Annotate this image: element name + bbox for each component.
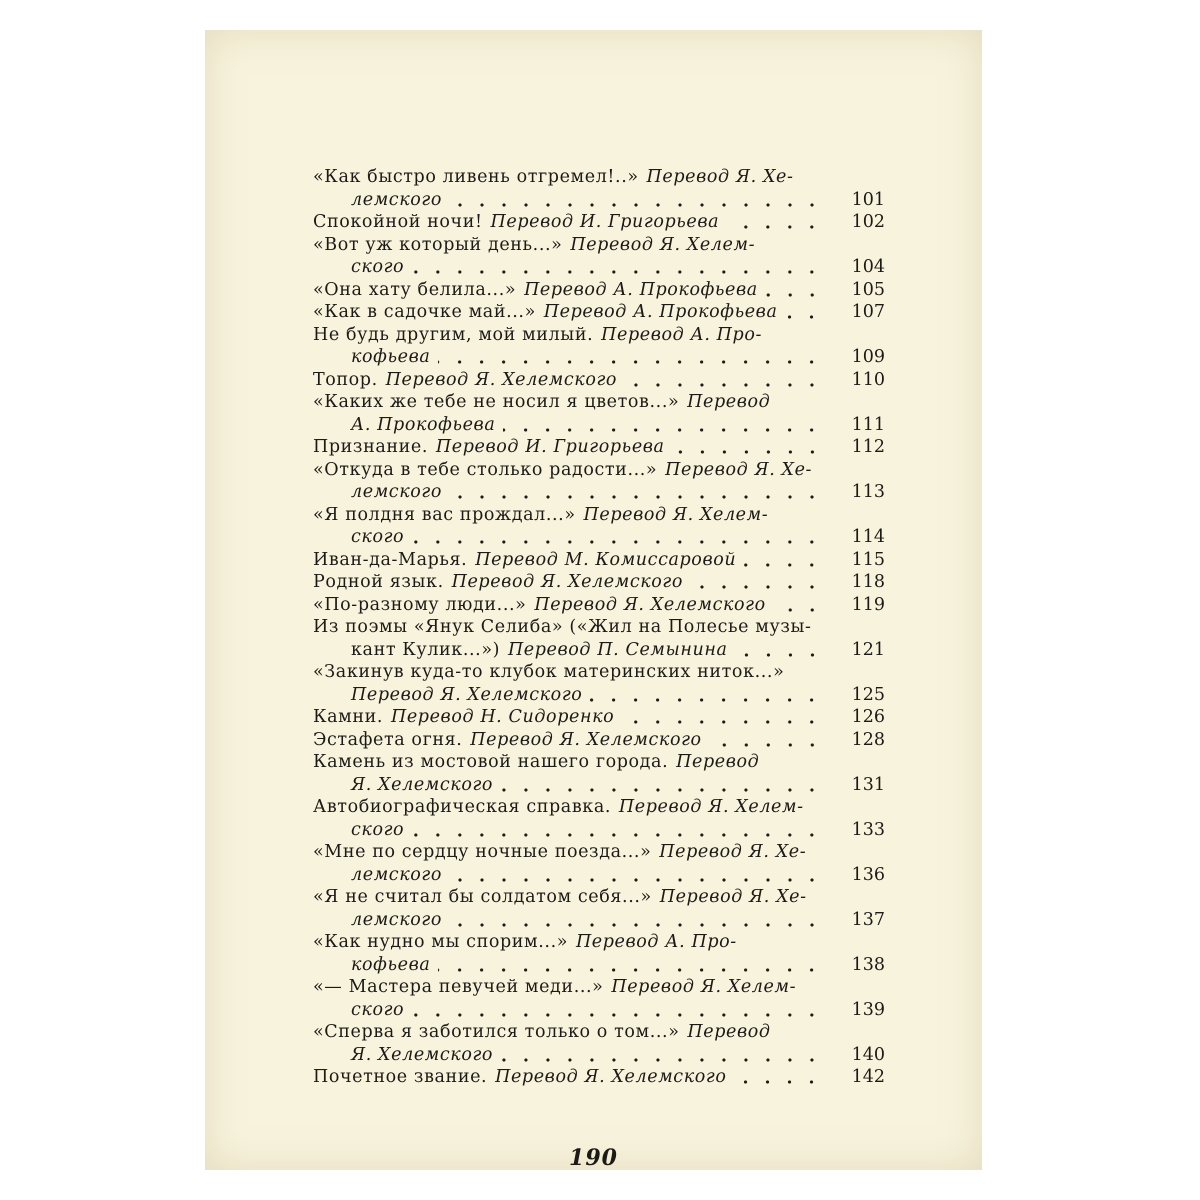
toc-entry (313, 549, 885, 572)
toc-entry-page: 136 (851, 864, 885, 885)
toc-entry-line (313, 279, 827, 302)
toc-entry-line (313, 414, 827, 437)
toc-entry-line (313, 459, 827, 482)
toc-entry-translator: Перевод А. Про- (575, 932, 737, 952)
toc-entry-translator: Перевод Я. Хелем- (611, 977, 797, 997)
dot-leader (438, 360, 823, 364)
toc-entry-title: Спокойной ночи! (313, 212, 483, 232)
toc-entry-title: Из поэмы «Янук Селиба» («Жил на Полесье музы- (313, 617, 812, 637)
toc-entry-translator: Перевод Я. Хе- (659, 842, 807, 862)
toc-entry-page: 101 (851, 189, 885, 210)
toc-entry (313, 796, 885, 841)
toc-entry-page: 139 (851, 999, 885, 1020)
toc-entry (313, 886, 885, 931)
toc-entry-title: Не будь другим, мой милый. (313, 324, 594, 345)
toc-entry-translator: Перевод А. Прокофьева (543, 302, 778, 322)
toc-entry-line (313, 594, 827, 617)
toc-entry-line (313, 189, 827, 212)
dot-leader (691, 585, 823, 589)
toc-entry-title: «Как нудно мы спорим...» (313, 932, 569, 952)
toc-entry-translator: Перевод (676, 752, 760, 772)
toc-entry (313, 234, 885, 279)
toc-entry-translator: Перевод Я. Хелем- (570, 234, 756, 255)
toc-entry-line (313, 841, 827, 864)
dot-leader (744, 563, 823, 567)
toc-entry-translator: Перевод А. Про- (601, 324, 762, 345)
toc-entry (313, 1021, 885, 1066)
toc-entry-page: 102 (851, 212, 885, 232)
toc-entry-translator: Перевод Я. Хелемского (351, 684, 583, 705)
toc-entry (313, 436, 885, 459)
toc-entry-line (313, 886, 827, 909)
toc-entry-translator: Перевод П. Семынина (507, 639, 728, 660)
toc-entry-translator: Перевод М. Комиссаровой (475, 549, 737, 570)
toc-entry-page: 112 (851, 437, 885, 457)
toc-entry-page: 114 (851, 527, 885, 547)
toc-entry-page: 125 (851, 684, 885, 705)
table-of-contents (313, 166, 885, 1089)
toc-entry-line (313, 504, 827, 527)
toc-entry (313, 391, 885, 436)
toc-entry-translator: Перевод И. Григорьева (490, 212, 720, 232)
toc-entry-translator: лемского (351, 909, 442, 930)
dot-leader (710, 743, 823, 747)
book-page (205, 30, 982, 1170)
toc-entry (313, 459, 885, 504)
toc-entry-translator: Перевод (687, 1022, 771, 1042)
toc-entry-translator: Перевод Н. Сидоренко (390, 707, 615, 727)
toc-entry (313, 594, 885, 617)
toc-entry-line (313, 256, 827, 279)
dot-leader (501, 1058, 823, 1062)
toc-entry-page: 109 (851, 347, 885, 367)
toc-entry-line (313, 819, 827, 842)
toc-entry-page: 121 (851, 639, 885, 660)
toc-entry-translator: Перевод А. Прокофьева (524, 279, 758, 300)
toc-entry-translator: Перевод Я. Хелемского (534, 594, 766, 615)
toc-entry (313, 166, 885, 211)
dot-leader (625, 383, 823, 387)
toc-entry-line (313, 954, 827, 977)
toc-entry (313, 571, 885, 594)
toc-entry-page: 113 (851, 482, 885, 502)
toc-entry-line (313, 616, 827, 639)
toc-entry-title: Автобиографическая справка. (313, 797, 612, 817)
dot-leader (450, 878, 823, 882)
toc-entry-title: «Закинув куда-то клубок материнских ниток...» (313, 662, 785, 682)
toc-entry (313, 976, 885, 1021)
toc-entry-page: 105 (851, 279, 885, 300)
toc-entry-translator: А. Прокофьева (351, 414, 496, 435)
toc-entry-line (313, 324, 827, 347)
toc-entry-line (313, 661, 827, 684)
toc-entry-line (313, 346, 827, 369)
toc-entry-line (313, 796, 827, 819)
dot-leader (501, 788, 823, 792)
toc-entry-translator: Я. Хелемского (351, 774, 494, 795)
toc-entry-title: «Я полдня вас прождал...» (313, 504, 576, 525)
toc-entry-line (313, 166, 827, 189)
toc-entry-title: «Вот уж который день...» (313, 234, 563, 255)
toc-entry-title: Родной язык. (313, 572, 444, 592)
toc-entry-page: 111 (851, 414, 885, 435)
toc-entry-page: 137 (851, 909, 885, 930)
dot-leader (673, 450, 823, 454)
toc-entry-translator: кофьева (351, 954, 431, 975)
dot-leader (450, 923, 823, 927)
toc-entry (313, 729, 885, 752)
toc-entry-page: 128 (851, 729, 885, 750)
toc-entry-page: 115 (851, 549, 885, 570)
toc-entry-line (313, 931, 827, 954)
dot-leader (736, 653, 823, 657)
toc-entry-translator: Перевод Я. Хелемского (451, 572, 684, 592)
toc-entry-title: «Она хату белила...» (313, 279, 517, 300)
toc-entry-translator: Перевод Я. Хелем- (618, 797, 804, 817)
toc-entry-page: 110 (851, 369, 885, 390)
toc-entry-line (313, 706, 827, 729)
toc-entry-title: «Откуда в тебе столько радости...» (313, 459, 658, 480)
toc-entry-translator: ского (351, 527, 405, 547)
toc-entry-translator: Перевод Я. Хелемского (385, 369, 618, 390)
toc-entry-line (313, 1021, 827, 1044)
toc-entry-title: «Как быстро ливень отгремел!..» (313, 167, 639, 187)
toc-entry (313, 706, 885, 729)
toc-entry-title: «Как в садочке май...» (313, 302, 536, 322)
toc-entry-title: Камень из мостовой нашего города. (313, 752, 669, 772)
toc-entry-line (313, 684, 827, 707)
toc-entry-page: 133 (851, 819, 885, 840)
toc-entry (313, 301, 885, 324)
toc-entry (313, 616, 885, 661)
toc-entry-line (313, 526, 827, 549)
toc-entry-title: «Я не считал бы солдатом себя...» (313, 887, 652, 907)
dot-leader (766, 293, 823, 297)
toc-entry-translator: Перевод (687, 392, 771, 412)
toc-entry-title: Признание. (313, 437, 429, 457)
toc-entry-page: 138 (851, 954, 885, 975)
toc-entry (313, 369, 885, 392)
dot-leader (774, 608, 823, 612)
toc-entry-translator: Перевод Я. Хелем- (583, 504, 769, 525)
dot-leader (622, 720, 823, 724)
toc-entry-title: Камни. (313, 707, 384, 727)
toc-entry (313, 504, 885, 549)
toc-entry-line (313, 729, 827, 752)
toc-entry-title: «Мне по сердцу ночные поезда...» (313, 842, 652, 862)
toc-entry-translator: Я. Хелемского (351, 1044, 494, 1065)
toc-entry-line (313, 1044, 827, 1067)
dot-leader (438, 968, 823, 972)
toc-entry-line (313, 1066, 827, 1089)
dot-leader (412, 833, 823, 837)
toc-entry-line (313, 774, 827, 797)
toc-entry (313, 931, 885, 976)
toc-entry-line (313, 639, 827, 662)
toc-entry-page: 131 (851, 774, 885, 795)
toc-entry-title: «Каких же тебе не носил я цветов...» (313, 392, 680, 412)
toc-entry-translator: Перевод Я. Хелемского (495, 1067, 727, 1087)
toc-entry-translator: Перевод И. Григорьева (435, 437, 665, 457)
toc-entry (313, 1066, 885, 1089)
toc-entry-page: 118 (851, 572, 885, 592)
toc-entry (313, 279, 885, 302)
toc-entry-translator: кофьева (351, 347, 431, 367)
toc-entry-translator: ского (351, 819, 405, 840)
toc-entry-line (313, 549, 827, 572)
toc-entry-translator: Перевод Я. Хе- (646, 167, 794, 187)
toc-entry-translator: лемского (351, 864, 442, 885)
toc-entry-line (313, 211, 827, 234)
toc-entry-translator: Перевод Я. Хелемского (470, 729, 702, 750)
toc-entry-translator: ского (351, 999, 405, 1020)
toc-entry-line (313, 369, 827, 392)
toc-entry-translator: Перевод Я. Хе- (659, 887, 807, 907)
toc-entry-line (313, 436, 827, 459)
toc-entry (313, 751, 885, 796)
toc-entry-line (313, 481, 827, 504)
toc-entry-title: Топор. (313, 369, 378, 390)
toc-entry-line (313, 301, 827, 324)
toc-entry (313, 841, 885, 886)
toc-entry-title: кант Кулик...») (351, 639, 501, 660)
toc-entry-translator: ского (351, 257, 405, 277)
toc-entry-line (313, 571, 827, 594)
toc-entry (313, 211, 885, 234)
dot-leader (450, 495, 823, 499)
toc-entry-title: Почетное звание. (313, 1067, 488, 1087)
dot-leader (785, 315, 823, 319)
toc-entry-title: Эстафета огня. (313, 729, 463, 750)
toc-entry-line (313, 391, 827, 414)
toc-entry-page: 140 (851, 1044, 885, 1065)
dot-leader (412, 540, 823, 544)
toc-entry-title: Иван-да-Марья. (313, 549, 468, 570)
dot-leader (590, 698, 823, 702)
toc-entry-page: 119 (851, 594, 885, 615)
toc-entry-title: «По-разному люди...» (313, 594, 527, 615)
toc-entry-line (313, 976, 827, 999)
toc-entry-translator: лемского (351, 189, 442, 210)
toc-entry-line (313, 234, 827, 257)
toc-entry-page: 126 (851, 707, 885, 727)
dot-leader (734, 1080, 823, 1084)
toc-entry-line (313, 751, 827, 774)
toc-entry-title: «— Мастера певучей меди...» (313, 977, 604, 997)
toc-entry-translator: лемского (351, 482, 442, 502)
page-number: 190 (569, 1145, 618, 1171)
toc-entry-line (313, 999, 827, 1022)
dot-leader (412, 1013, 823, 1017)
toc-entry (313, 661, 885, 706)
toc-entry-page: 104 (851, 257, 885, 277)
toc-entry-title: «Сперва я заботился только о том...» (313, 1022, 680, 1042)
dot-leader (727, 225, 823, 229)
toc-entry-line (313, 909, 827, 932)
toc-entry-line (313, 864, 827, 887)
dot-leader (503, 428, 823, 432)
toc-entry-page: 142 (851, 1067, 885, 1087)
toc-entry (313, 324, 885, 369)
toc-entry-translator: Перевод Я. Хе- (665, 459, 813, 480)
dot-leader (412, 270, 823, 274)
toc-entry-page: 107 (851, 302, 885, 322)
dot-leader (450, 203, 823, 207)
